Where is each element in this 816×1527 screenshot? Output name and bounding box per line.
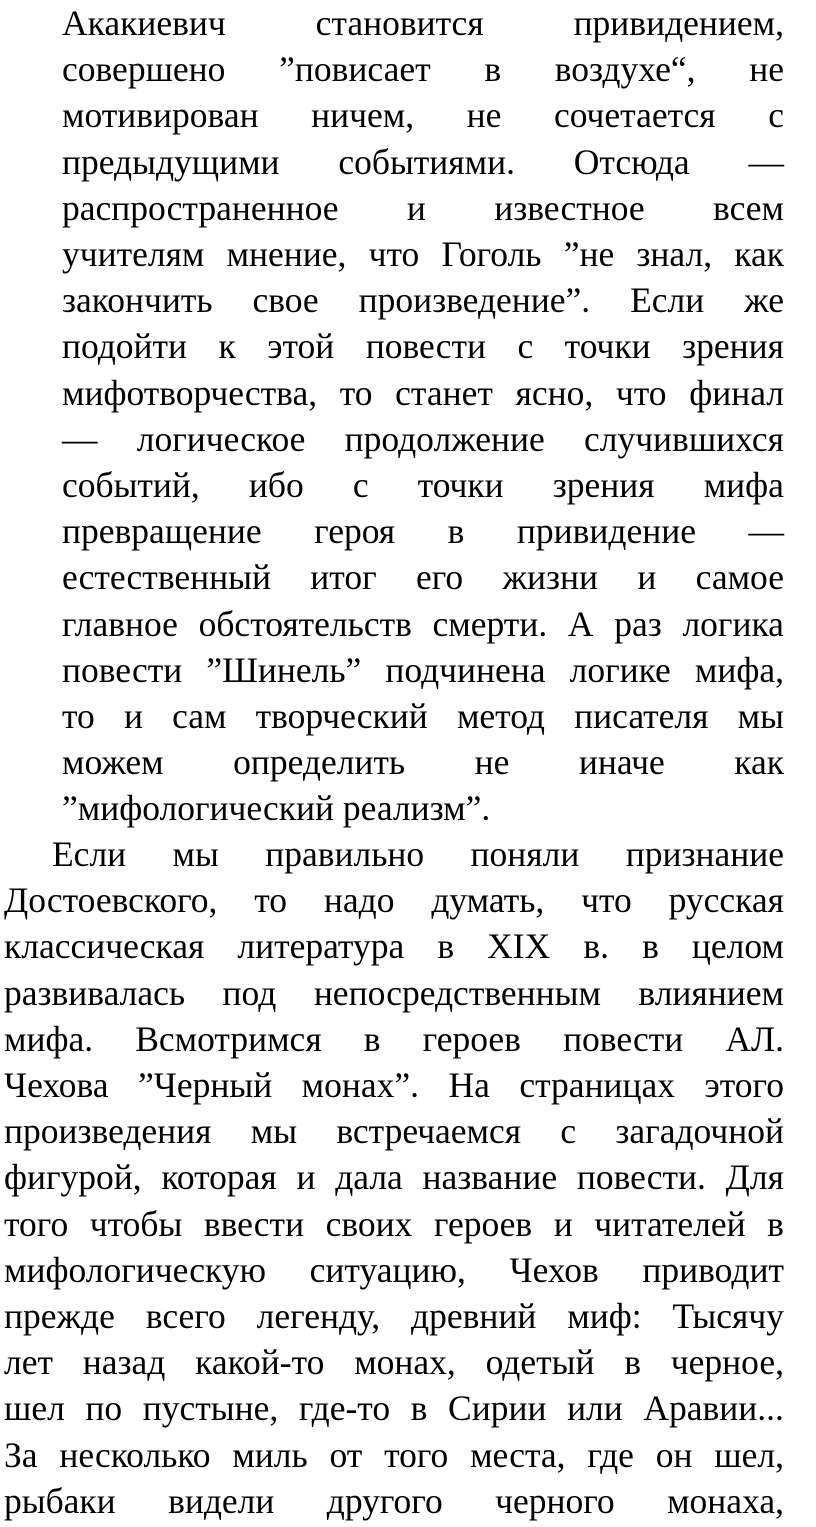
text-line: Если мы правильно поняли признание xyxy=(52,834,784,874)
text-line: подойти к этой повести с точки зрения xyxy=(62,326,784,367)
text-line: За несколько миль от того места, где он шел, xyxy=(4,1434,784,1475)
text-line: развивалась под непосредственным влиянием xyxy=(4,972,784,1013)
text-line: распространенное и известное всем xyxy=(62,187,784,228)
text-line: мифотворчества, то станет ясно, что финал xyxy=(62,372,784,413)
text-line: превращение героя в привидение — xyxy=(62,511,784,552)
text-line: мотивирован ничем, не сочетается с xyxy=(62,95,784,136)
text-line: мифа. Всмотримся в героев повести АЛ. xyxy=(4,1018,784,1059)
text-line: учителям мнение, что Гоголь ”не знал, как xyxy=(62,234,784,274)
text-line: лет назад какой-то монах, одетый в черное, xyxy=(4,1342,784,1383)
text-line: того чтобы ввести своих героев и читателей в xyxy=(4,1203,784,1244)
text-line: повести ”Шинель” подчинена логике мифа, xyxy=(62,649,784,690)
text-line: ”мифологический реализм”. xyxy=(62,788,491,829)
text-line: — логическое продолжение случившихся xyxy=(62,418,784,459)
text-line: шел по пустыне, где-то в Сирии или Аравии... xyxy=(4,1388,784,1429)
text-line: классическая литература в XIX в. в целом xyxy=(4,926,784,967)
text-line: Акакиевич становится привидением, xyxy=(62,3,784,43)
text-line: рыбаки видели другого черного монаха, xyxy=(4,1480,784,1521)
text-line: прежде всего легенду, древний миф: Тысячу xyxy=(4,1296,784,1336)
text-line: мифологическую ситуацию, Чехов приводит xyxy=(4,1249,784,1290)
text-line: то и сам творческий метод писателя мы xyxy=(62,696,784,736)
text-line: предыдущими событиями. Отсюда — xyxy=(62,141,784,182)
text-line: фигурой, которая и дала название повести. Для xyxy=(4,1157,784,1198)
text-line: совершено ”повисает в воздухе“, не xyxy=(62,49,784,90)
text-line: естественный итог его жизни и самое xyxy=(62,557,784,598)
text-line: можем определить не иначе как xyxy=(62,742,784,783)
text-line: Чехова ”Черный монах”. На страницах этого xyxy=(4,1065,784,1105)
text-line: произведения мы встречаемся с загадочной xyxy=(4,1111,784,1152)
text-line: Достоевского, то надо думать, что русская xyxy=(4,880,784,921)
text-line: закончить свое произведение”. Если же xyxy=(62,280,784,321)
text-line: событий, ибо с точки зрения мифа xyxy=(62,465,784,505)
text-line: главное обстоятельств смерти. А раз логика xyxy=(62,603,784,644)
